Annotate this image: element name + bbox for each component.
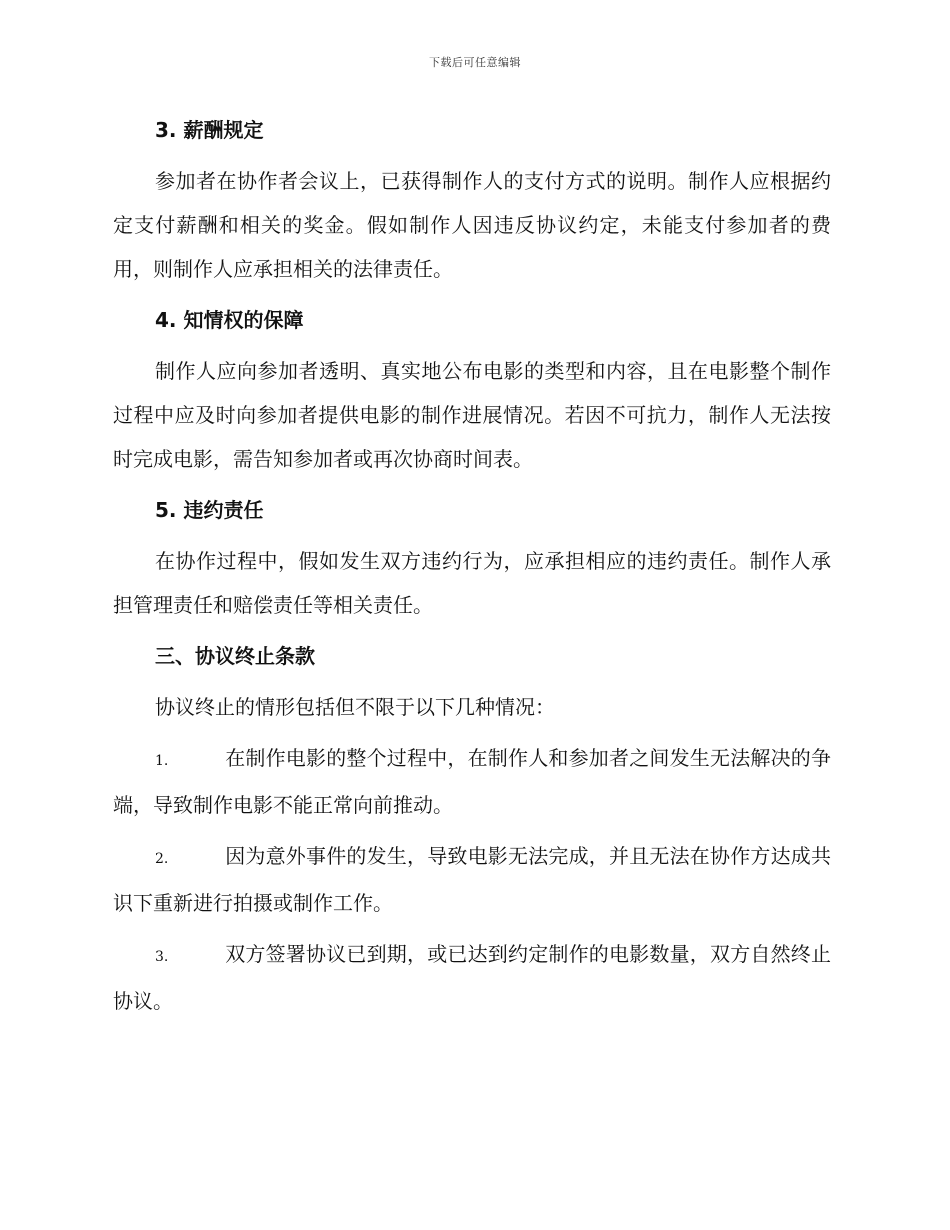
document-body [113,108,831,1030]
list-item [113,932,831,1023]
section-paragraph-breach: 在协作过程中，假如发生双方违约行为，应承担相应的违约责任。制作人承担管理责任和赔偿责任等相关责任。 [113,549,831,617]
section-heading-breach: 5. 违约责任 [155,498,264,522]
section-heading-termination: 三、协议终止条款 [155,644,315,668]
list-item-text: 双方签署协议已到期，或已达到约定制作的电影数量，双方自然终止协议。 [113,942,831,1013]
section-paragraph-right-to-know: 制作人应向参加者透明、真实地公布电影的类型和内容，且在电影整个制作过程中应及时向参加者提供电影的制作进展情况。若因不可抗力，制作人无法按时完成电影，需告知参加者或再次协商时间表。 [113,359,831,471]
list-item-number: 2. [155,851,169,867]
section-heading-salary: 3. 薪酬规定 [155,118,264,142]
list-item [113,834,831,925]
list-item [113,736,831,827]
list-item-text: 在制作电影的整个过程中，在制作人和参加者之间发生无法解决的争端，导致制作电影不能正常向前推动。 [113,746,831,817]
list-item-number: 1. [155,753,169,769]
section-heading-right-to-know: 4. 知情权的保障 [155,308,304,332]
header-note: 下载后可任意编辑 [429,56,521,69]
list-item-number: 3. [155,949,169,965]
termination-intro: 协议终止的情形包括但不限于以下几种情况： [155,695,555,719]
section-paragraph-salary: 参加者在协作者会议上，已获得制作人的支付方式的说明。制作人应根据约定支付薪酬和相关的奖金。假如制作人因违反协议约定，未能支付参加者的费用，则制作人应承担相关的法律责任。 [113,169,831,281]
list-item-text: 因为意外事件的发生，导致电影无法完成，并且无法在协作方达成共识下重新进行拍摄或制作工作。 [113,844,831,915]
